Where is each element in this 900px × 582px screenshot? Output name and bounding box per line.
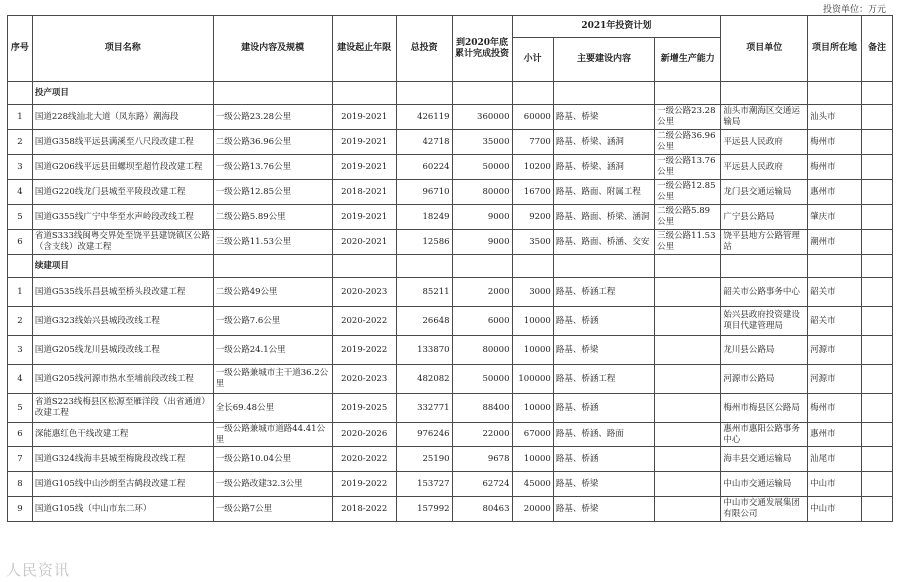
watermark-text: 人民资讯: [6, 561, 71, 579]
row-content: 一级公路13.76公里: [213, 155, 332, 180]
row-main-content: 路基、桥涵工程: [553, 278, 654, 307]
row-subtotal-2021: 7700: [512, 130, 553, 155]
table-row: [8, 497, 893, 522]
row-cumulative-2020: 50000: [452, 155, 512, 180]
header-unit: 项目单位: [721, 16, 808, 82]
row-remark: [861, 423, 892, 447]
table-row: [8, 105, 893, 130]
row-period: 2020-2026: [332, 423, 396, 447]
row-project-name: 国道G105线中山沙朗至古鹤段改建工程: [32, 472, 213, 497]
row-project-name: 国道G205线龙川县城段改线工程: [32, 336, 213, 365]
section-empty-cell: [721, 255, 808, 278]
row-main-content: 路基、桥梁、涵洞: [553, 155, 654, 180]
section-seq-cell: [8, 82, 33, 105]
row-content: 二级公路36.96公里: [213, 130, 332, 155]
row-seq: 1: [8, 278, 33, 307]
row-new-capacity: 三级公路11.53公里: [655, 230, 721, 255]
row-project-unit: 汕头市潮海区交通运输局: [721, 105, 808, 130]
row-seq: 5: [8, 205, 33, 230]
row-total-investment: 332771: [396, 394, 452, 423]
row-period: 2019-2021: [332, 155, 396, 180]
row-project-name: 国道G220线龙门县城至平陵段改建工程: [32, 180, 213, 205]
row-subtotal-2021: 10000: [512, 447, 553, 472]
row-project-name: 国道G358线平远县满溪至八尺段改建工程: [32, 130, 213, 155]
row-content: 二级公路5.89公里: [213, 205, 332, 230]
section-empty-cell: [396, 255, 452, 278]
row-cumulative-2020: 9000: [452, 230, 512, 255]
row-remark: [861, 336, 892, 365]
row-period: 2019-2021: [332, 205, 396, 230]
row-cumulative-2020: 2000: [452, 278, 512, 307]
header-period: 建设起止年限: [332, 16, 396, 82]
section-empty-cell: [808, 82, 862, 105]
row-content: 二级公路49公里: [213, 278, 332, 307]
section-title: 续建项目: [32, 255, 213, 278]
row-remark: [861, 278, 892, 307]
row-content: 一级公路24.1公里: [213, 336, 332, 365]
row-location: 汕头市: [808, 105, 862, 130]
row-project-unit: 惠州市惠阳公路事务中心: [721, 423, 808, 447]
row-subtotal-2021: 10200: [512, 155, 553, 180]
row-cumulative-2020: 9000: [452, 205, 512, 230]
row-project-unit: 平远县人民政府: [721, 130, 808, 155]
table-row: [8, 180, 893, 205]
row-subtotal-2021: 60000: [512, 105, 553, 130]
row-location: 中山市: [808, 472, 862, 497]
table-row: [8, 205, 893, 230]
section-empty-cell: [332, 82, 396, 105]
section-empty-cell: [721, 82, 808, 105]
row-seq: 7: [8, 447, 33, 472]
table-row: [8, 472, 893, 497]
section-empty-cell: [808, 255, 862, 278]
row-project-name: 省道S223线梅县区松源至雁洋段（出省通道）改建工程: [32, 394, 213, 423]
table-row: [8, 230, 893, 255]
row-content: 一级公路兼城市主干道36.2公里: [213, 365, 332, 394]
row-subtotal-2021: 20000: [512, 497, 553, 522]
row-new-capacity: [655, 423, 721, 447]
row-period: 2020-2023: [332, 365, 396, 394]
section-empty-cell: [655, 82, 721, 105]
section-empty-cell: [553, 255, 654, 278]
row-seq: 8: [8, 472, 33, 497]
section-empty-cell: [213, 82, 332, 105]
row-total-investment: 153727: [396, 472, 452, 497]
table-row: [8, 278, 893, 307]
row-subtotal-2021: 3500: [512, 230, 553, 255]
row-main-content: 路基、桥梁: [553, 336, 654, 365]
row-period: 2019-2021: [332, 130, 396, 155]
row-remark: [861, 230, 892, 255]
row-project-name: 国道G535线乐昌县城至桥头段改建工程: [32, 278, 213, 307]
section-empty-cell: [861, 255, 892, 278]
row-cumulative-2020: 35000: [452, 130, 512, 155]
row-seq: 4: [8, 365, 33, 394]
row-cumulative-2020: 9678: [452, 447, 512, 472]
header-plan2021: 2021年投资计划: [512, 16, 721, 38]
row-subtotal-2021: 9200: [512, 205, 553, 230]
row-main-content: 路基、桥涵: [553, 394, 654, 423]
row-location: 惠州市: [808, 180, 862, 205]
table-row: [8, 336, 893, 365]
row-subtotal-2021: 100000: [512, 365, 553, 394]
row-seq: 3: [8, 155, 33, 180]
row-period: 2019-2021: [332, 105, 396, 130]
header-content: 建设内容及规模: [213, 16, 332, 82]
row-period: 2018-2022: [332, 497, 396, 522]
row-project-name: 国道G205线河源市热水至埔前段改线工程: [32, 365, 213, 394]
row-remark: [861, 394, 892, 423]
row-location: 河源市: [808, 365, 862, 394]
row-location: 肇庆市: [808, 205, 862, 230]
header-name: 项目名称: [32, 16, 213, 82]
row-main-content: 路基、桥梁: [553, 472, 654, 497]
row-content: 三级公路11.53公里: [213, 230, 332, 255]
row-cumulative-2020: 50000: [452, 365, 512, 394]
row-total-investment: 426119: [396, 105, 452, 130]
row-location: 韶关市: [808, 307, 862, 336]
row-subtotal-2021: 10000: [512, 307, 553, 336]
row-new-capacity: [655, 447, 721, 472]
row-project-unit: 中山市交通运输局: [721, 472, 808, 497]
section-empty-cell: [452, 255, 512, 278]
row-project-unit: 中山市交通发展集团有限公司: [721, 497, 808, 522]
row-location: 梅州市: [808, 394, 862, 423]
row-new-capacity: [655, 472, 721, 497]
row-subtotal-2021: 10000: [512, 336, 553, 365]
header-subtotal: 小计: [512, 38, 553, 82]
row-seq: 5: [8, 394, 33, 423]
header-total: 总投资: [396, 16, 452, 82]
row-content: 一级公路10.04公里: [213, 447, 332, 472]
table-row: [8, 447, 893, 472]
header-main: 主要建设内容: [553, 38, 654, 82]
row-main-content: 路基、路面、桥涵、交安: [553, 230, 654, 255]
row-content: 一级公路23.28公里: [213, 105, 332, 130]
row-main-content: 路基、桥涵工程: [553, 365, 654, 394]
row-new-capacity: 一级公路23.28公里: [655, 105, 721, 130]
row-subtotal-2021: 16700: [512, 180, 553, 205]
row-remark: [861, 155, 892, 180]
row-seq: 2: [8, 307, 33, 336]
row-project-name: 国道G206线平远县田螺坝至超竹段改建工程: [32, 155, 213, 180]
row-content: 一级公路7公里: [213, 497, 332, 522]
header-remark: 备注: [861, 16, 892, 82]
row-project-unit: 韶关市公路事务中心: [721, 278, 808, 307]
row-main-content: 路基、桥梁: [553, 497, 654, 522]
row-project-unit: 始兴县政府投资建设项目代建管理局: [721, 307, 808, 336]
section-empty-cell: [396, 82, 452, 105]
row-seq: 6: [8, 423, 33, 447]
section-title: 投产项目: [32, 82, 213, 105]
header-seq: 序号: [8, 16, 33, 82]
row-total-investment: 18249: [396, 205, 452, 230]
row-total-investment: 12586: [396, 230, 452, 255]
section-seq-cell: [8, 255, 33, 278]
row-main-content: 路基、桥梁: [553, 105, 654, 130]
row-remark: [861, 105, 892, 130]
section-row: [8, 255, 893, 278]
row-total-investment: 96710: [396, 180, 452, 205]
row-subtotal-2021: 10000: [512, 394, 553, 423]
row-location: 河源市: [808, 336, 862, 365]
row-new-capacity: [655, 307, 721, 336]
row-seq: 3: [8, 336, 33, 365]
row-main-content: 路基、桥梁、涵洞: [553, 130, 654, 155]
row-seq: 6: [8, 230, 33, 255]
row-project-unit: 河源市公路局: [721, 365, 808, 394]
section-empty-cell: [512, 82, 553, 105]
row-cumulative-2020: 80000: [452, 336, 512, 365]
row-location: 梅州市: [808, 155, 862, 180]
row-period: 2020-2021: [332, 230, 396, 255]
row-total-investment: 482082: [396, 365, 452, 394]
investment-plan-table: [7, 15, 893, 522]
row-remark: [861, 205, 892, 230]
row-period: 2020-2022: [332, 447, 396, 472]
row-project-name: 国道G323线始兴县城段改线工程: [32, 307, 213, 336]
header-capacity: 新增生产能力: [655, 38, 721, 82]
row-project-unit: 梅州市梅县区公路局: [721, 394, 808, 423]
table-row: [8, 307, 893, 336]
row-period: 2019-2022: [332, 472, 396, 497]
row-total-investment: 133870: [396, 336, 452, 365]
row-cumulative-2020: 22000: [452, 423, 512, 447]
row-total-investment: 60224: [396, 155, 452, 180]
row-period: 2018-2021: [332, 180, 396, 205]
row-new-capacity: 一级公路12.85公里: [655, 180, 721, 205]
row-project-unit: 海丰县交通运输局: [721, 447, 808, 472]
row-remark: [861, 497, 892, 522]
row-seq: 4: [8, 180, 33, 205]
row-location: 中山市: [808, 497, 862, 522]
row-project-unit: 广宁县公路局: [721, 205, 808, 230]
row-remark: [861, 365, 892, 394]
row-cumulative-2020: 88400: [452, 394, 512, 423]
row-period: 2020-2023: [332, 278, 396, 307]
row-new-capacity: 二级公路36.96公里: [655, 130, 721, 155]
investment-unit-label: 投资单位：万元: [822, 5, 886, 15]
row-remark: [861, 447, 892, 472]
row-main-content: 路基、桥涵、路面: [553, 423, 654, 447]
row-total-investment: 85211: [396, 278, 452, 307]
row-subtotal-2021: 67000: [512, 423, 553, 447]
header-cum2020: 到2020年底累计完成投资: [452, 16, 512, 82]
row-content: 一级公路改建32.3公里: [213, 472, 332, 497]
row-project-name: 深能惠红色干线改建工程: [32, 423, 213, 447]
header-location: 项目所在地: [808, 16, 862, 82]
row-total-investment: 157992: [396, 497, 452, 522]
row-project-name: 国道G105线（中山市东二环）: [32, 497, 213, 522]
row-location: 梅州市: [808, 130, 862, 155]
row-cumulative-2020: 62724: [452, 472, 512, 497]
row-location: 惠州市: [808, 423, 862, 447]
table-row: [8, 423, 893, 447]
section-empty-cell: [861, 82, 892, 105]
header-row-1: [8, 16, 893, 38]
row-period: 2019-2022: [332, 336, 396, 365]
row-cumulative-2020: 360000: [452, 105, 512, 130]
row-new-capacity: [655, 336, 721, 365]
row-location: 韶关市: [808, 278, 862, 307]
row-new-capacity: 二级公路5.89公里: [655, 205, 721, 230]
row-seq: 9: [8, 497, 33, 522]
section-empty-cell: [512, 255, 553, 278]
row-project-unit: 饶平县地方公路管理站: [721, 230, 808, 255]
row-cumulative-2020: 80463: [452, 497, 512, 522]
row-main-content: 路基、路面、桥梁、涵洞: [553, 205, 654, 230]
row-seq: 1: [8, 105, 33, 130]
section-empty-cell: [213, 255, 332, 278]
row-project-name: 国道G324线海丰县城至梅陇段改线工程: [32, 447, 213, 472]
table-row: [8, 365, 893, 394]
row-remark: [861, 130, 892, 155]
row-remark: [861, 307, 892, 336]
table-row: [8, 155, 893, 180]
row-main-content: 路基、桥涵: [553, 447, 654, 472]
section-empty-cell: [655, 255, 721, 278]
row-location: 汕尾市: [808, 447, 862, 472]
row-subtotal-2021: 45000: [512, 472, 553, 497]
section-empty-cell: [332, 255, 396, 278]
table-row: [8, 130, 893, 155]
row-project-unit: 龙川县公路局: [721, 336, 808, 365]
table-row: [8, 394, 893, 423]
row-content: 全长69.48公里: [213, 394, 332, 423]
row-main-content: 路基、路面、附属工程: [553, 180, 654, 205]
row-total-investment: 26648: [396, 307, 452, 336]
section-row: [8, 82, 893, 105]
row-location: 潮州市: [808, 230, 862, 255]
row-period: 2019-2025: [332, 394, 396, 423]
row-cumulative-2020: 6000: [452, 307, 512, 336]
section-empty-cell: [553, 82, 654, 105]
row-new-capacity: [655, 394, 721, 423]
row-project-name: 国道228线汕北大道（凤东路）潮海段: [32, 105, 213, 130]
section-empty-cell: [452, 82, 512, 105]
row-main-content: 路基、桥涵: [553, 307, 654, 336]
row-subtotal-2021: 3000: [512, 278, 553, 307]
row-new-capacity: [655, 365, 721, 394]
row-project-unit: 龙门县交通运输局: [721, 180, 808, 205]
row-remark: [861, 180, 892, 205]
row-project-name: 省道S333线闽粤交界处至饶平县建饶镇区公路（含支线）改建工程: [32, 230, 213, 255]
row-total-investment: 976246: [396, 423, 452, 447]
row-content: 一级公路12.85公里: [213, 180, 332, 205]
row-project-unit: 平远县人民政府: [721, 155, 808, 180]
row-content: 一级公路7.6公里: [213, 307, 332, 336]
row-total-investment: 42718: [396, 130, 452, 155]
row-new-capacity: [655, 278, 721, 307]
row-seq: 2: [8, 130, 33, 155]
row-remark: [861, 472, 892, 497]
row-new-capacity: [655, 497, 721, 522]
row-project-name: 国道G355线广宁中华至水声岭段改线工程: [32, 205, 213, 230]
row-content: 一级公路兼城市道路44.41公里: [213, 423, 332, 447]
row-total-investment: 25190: [396, 447, 452, 472]
row-period: 2020-2022: [332, 307, 396, 336]
row-new-capacity: 一级公路13.76公里: [655, 155, 721, 180]
row-cumulative-2020: 80000: [452, 180, 512, 205]
